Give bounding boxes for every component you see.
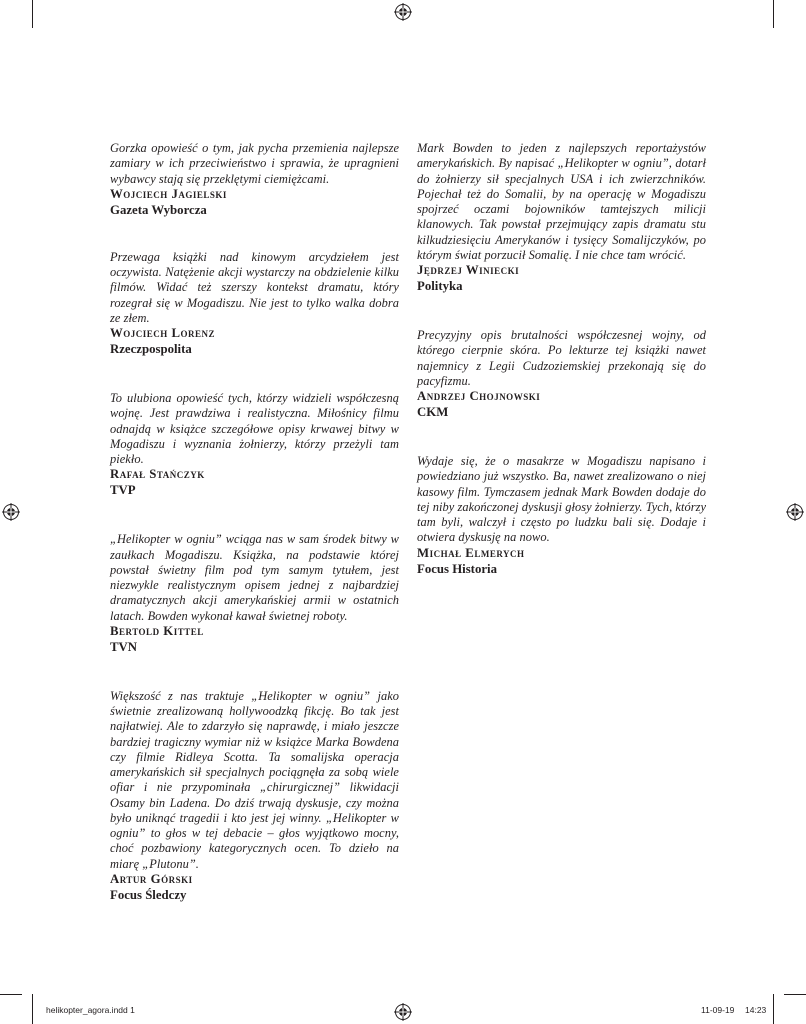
review-gorski: [110, 689, 399, 903]
review-jagielski: [110, 141, 399, 218]
review-quote: Precyzyjny opis brutalności współczesnej wojny, od którego cierpnie skóra. Po lekturze tej książki nawet najemnicy z Legii Cudzoziemskiej przekonają się do pacyfizmu.: [417, 328, 706, 388]
review-author: Michał Elmerych: [417, 545, 525, 560]
review-chojnowski: [417, 328, 706, 420]
review-stanczyk: [110, 391, 399, 498]
review-author: Wojciech Jagielski: [110, 186, 227, 201]
footer-time: 14:23: [745, 1005, 767, 1015]
review-quote: Wydaje się, że o masakrze w Mogadiszu napisano i powiedziano już wszystko. Ba, nawet zrealizowano o niej kasowy film. Tymczasem jednak Mark Bowden dodaje do tej niby zakończonej dyskusji głosy żołnierzy. Tych, którzy tam byli, walczył i często po ludzku bali się. Dodaje i otwiera dyskusję na nowo.: [417, 454, 706, 545]
right-column: [417, 141, 706, 577]
review-outlet: TVP: [110, 483, 136, 498]
review-lorenz: [110, 250, 399, 357]
review-outlet: Focus Śledczy: [110, 887, 187, 902]
crop-mark-bottom-left: [32, 994, 33, 1024]
footer-date: 11-09-19: [701, 1005, 735, 1015]
review-elmerych: [417, 454, 706, 577]
footer-filename: helikopter_agora.indd 1: [46, 1005, 135, 1015]
review-outlet: Gazeta Wyborcza: [110, 202, 207, 217]
crop-mark-top-left: [32, 0, 33, 28]
crop-mark-bottom-right: [773, 994, 774, 1024]
registration-mark-icon: [394, 1003, 412, 1021]
review-outlet: Focus Historia: [417, 561, 497, 576]
registration-mark-icon: [786, 503, 804, 521]
review-kittel: [110, 532, 399, 655]
review-outlet: Rzeczpospolita: [110, 342, 192, 356]
review-author: Rafał Stańczyk: [110, 467, 205, 482]
review-author: Wojciech Lorenz: [110, 326, 216, 340]
registration-mark-icon: [2, 503, 20, 521]
review-author: Andrzej Chojnowski: [417, 389, 541, 403]
review-quote: „Helikopter w ogniu” wciąga nas w sam środek bitwy w zaułkach Mogadiszu. Książka, na podstawie której powstał świetny film pod tym samym tytułem, jest niezwykle realistycznym opisem jednej z najbardziej dramatycznych akcji amerykańskiej armii w ostatnich latach. Bowden wykonał kawał świetnej roboty.: [110, 532, 399, 623]
crop-mark-bottom-left-h: [0, 994, 22, 995]
review-winiecki: [417, 141, 706, 294]
review-outlet: Polityka: [417, 279, 463, 293]
crop-mark-top-right: [773, 0, 774, 28]
review-quote: Gorzka opowieść o tym, jak pycha przemienia najlepsze zamiary w ich przeciwieństwo i sprawia, że upragnieni wybawcy stają się przeklętymi ciemiężcami.: [110, 141, 399, 186]
review-outlet: TVN: [110, 639, 138, 654]
review-quote: Większość z nas traktuje „Helikopter w ogniu” jako świetnie zrealizowaną hollywoodzką fikcję. Bo tak jest najłatwiej. Ale to zdarzyło się naprawdę, i miało jeszcze bardziej tragiczny wymiar niż w książce Marka Bowdena czy filmie Ridleya Scotta. Ta somalijska operacja amerykańskich sił specjalnych pociągnęła za sobą wiele ofiar i nie przypominała „chirurgicznej” likwidacji Osamy bin Ladena. Do dziś trwają dyskusje, czy można było uniknąć tragedii i kto jest jej winny. „Helikopter w ogniu” to głos w tej debacie – głos wyjątkowo mocny, choć pozbawiony kategorycznych ocen. To dzieło na miarę „Plutonu”.: [110, 688, 399, 871]
review-quote: Mark Bowden to jeden z najlepszych reportażystów amerykańskich. By napisać „Helikopter w ogniu”, dotarł do żołnierzy sił specjalnych USA i ich zwierzchników. Pojechał też do Somalii, by na operację w Mogadiszu spojrzeć oczami bojowników tamtejszych milicji klanowych. Tak powstał przejmujący zapis dramatu stu kilkudziesięciu Amerykanów i tysięcy Somalijczyków, po którym świat porzucił Somalię. I nie chce tam wrócić.: [417, 141, 706, 262]
crop-mark-bottom-right-h: [784, 994, 806, 995]
review-author: Jędrzej Winiecki: [417, 263, 520, 277]
review-outlet: CKM: [417, 405, 449, 419]
review-author: Bertold Kittel: [110, 623, 204, 638]
review-quote: To ulubiona opowieść tych, którzy widzieli współczesną wojnę. Jest prawdziwa i realistyczna. Miłośnicy filmu odnajdą w książce szczegółowe opisy krwawej bitwy w Mogadiszu i wyznania żołnierzy, którzy przeżyli tam piekło.: [110, 391, 399, 466]
registration-mark-icon: [394, 3, 412, 21]
review-author: Artur Górski: [110, 871, 193, 886]
left-column: [110, 141, 399, 903]
review-quote: Przewaga książki nad kinowym arcydziełem jest oczywista. Natężenie akcji wystarczy na obdzielenie kilku filmów. Widać też szerszy kontekst dramatu, który rozegrał się w Mogadiszu. Nie jest to tylko walka dobra ze złem.: [110, 249, 399, 325]
